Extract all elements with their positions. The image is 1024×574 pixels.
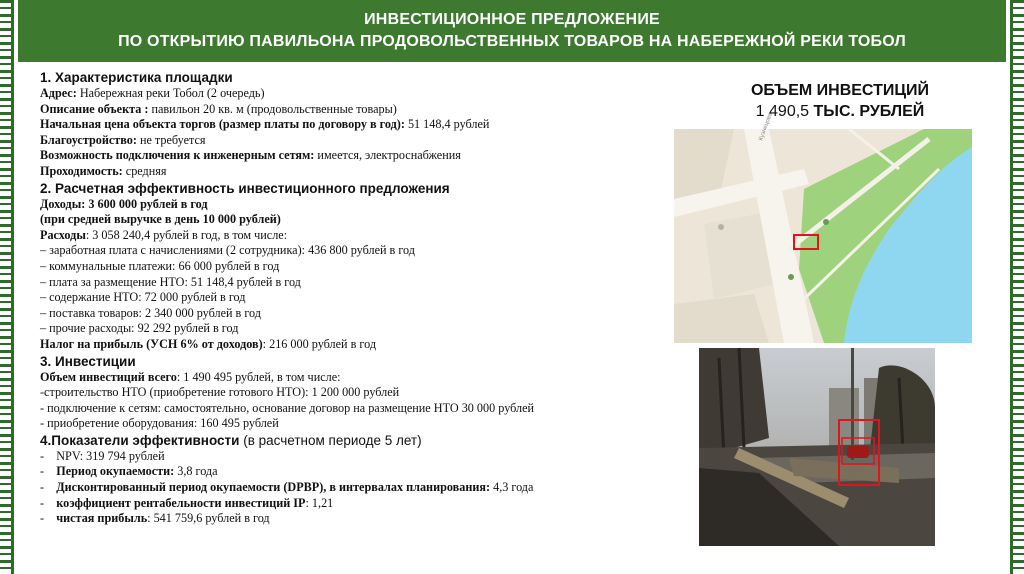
expense-value: : 3 058 240,4 рублей в год, в том числе:: [85, 227, 288, 242]
header-title-line1: ИНВЕСТИЦИОННОЕ ПРЕДЛОЖЕНИЕ: [364, 11, 660, 28]
expense-item: – прочие расходы: 92 292 рублей в год: [40, 321, 239, 336]
dpbp-row: - Дисконтированный период окупаемости (DPBP), в интервалах планирования: 4,3 года: [40, 480, 534, 495]
ornament-border-right: [1010, 0, 1024, 574]
header-title-line2: ПО ОТКРЫТИЮ ПАВИЛЬОНА ПРОДОВОЛЬСТВЕННЫХ ТОВАРОВ НА НАБЕРЕЖНОЙ РЕКИ ТОБОЛ: [118, 33, 906, 50]
pi-label: коэффициент рентабельности инвестиций IP: [56, 495, 306, 510]
profit-value: : 541 759,6 рублей в год: [147, 511, 270, 526]
npv-label: NPV: [56, 448, 80, 463]
ornament-border-left: [0, 0, 14, 574]
section2-title: 2. Расчетная эффективность инвестиционного предложения: [40, 180, 450, 196]
tax-value: : 216 000 рублей в год: [262, 336, 377, 351]
expense-item: – заработная плата с начислениями (2 сотрудника): 436 800 рублей в год: [40, 243, 416, 258]
description-value: павильон 20 кв. м (продовольственные товары): [148, 101, 397, 116]
connection-value: имеется, электроснабжения: [314, 148, 461, 163]
profit-row: - чистая прибыль: 541 759,6 рублей в год: [40, 511, 270, 526]
pi-value: : 1,21: [305, 495, 334, 510]
price-row: [40, 117, 670, 133]
payback-row: - Период окупаемости: 3,8 года: [40, 464, 218, 479]
investment-summary: [700, 80, 980, 122]
investment-item: - подключение к сетям: самостоятельно, основание договор на размещение НТО 30 000 рублей: [40, 400, 535, 415]
address-label: Адрес:: [40, 86, 77, 100]
traffic-label: Проходимость:: [40, 163, 123, 178]
payback-label: Период окупаемости:: [56, 464, 175, 479]
traffic-value: средняя: [122, 163, 167, 178]
description-label: Описание объекта :: [40, 101, 149, 116]
site-photo: [699, 348, 935, 546]
map-graphic: [674, 112, 972, 343]
improvement-label: Благоустройство:: [40, 132, 137, 147]
section4-title: 4.Показатели эффективности (в расчетном периоде 5 лет): [40, 432, 422, 448]
connection-label: Возможность подключения к инженерным сетям:: [40, 148, 315, 163]
map-street-label: Кузнецова: [758, 112, 774, 142]
improvement-row: [40, 133, 670, 149]
page-header: [18, 0, 1006, 62]
section3-title: 3. Инвестиции: [40, 353, 136, 369]
price-label: Начальная цена объекта торгов (размер платы по договору в год):: [40, 117, 405, 132]
connection-row: [40, 148, 670, 164]
investment-item: -строительство НТО (приобретение готового НТО): 1 200 000 рублей: [40, 385, 400, 400]
npv-row: - NPV: 319 794 рублей: [40, 448, 165, 463]
address-row: [40, 86, 670, 102]
investment-amount: 1 490,5: [755, 103, 810, 120]
investment-total-label: Объем инвестиций всего: [40, 369, 177, 384]
expense-label: Расходы: [40, 227, 86, 242]
expense-row: [40, 228, 670, 244]
expense-item: – поставка товаров: 2 340 000 рублей в год: [40, 305, 261, 320]
income-note: (при средней выручке в день 10 000 рублей): [40, 212, 281, 227]
section1-title: 1. Характеристика площадки: [40, 70, 233, 85]
tax-row: [40, 337, 670, 353]
expense-item: – коммунальные платежи: 66 000 рублей в год: [40, 258, 280, 273]
pi-row: - коэффициент рентабельности инвестиций IP: 1,21: [40, 495, 334, 510]
tax-label: Налог на прибыль (УСН 6% от доходов): [40, 336, 263, 351]
income-row: [40, 197, 670, 213]
profit-label: чистая прибыль: [56, 511, 148, 526]
income-value: 3 600 000 рублей в год: [85, 196, 208, 211]
income-label: Доходы:: [40, 196, 86, 211]
npv-value: : 319 794 рублей: [79, 448, 165, 463]
improvement-value: не требуется: [136, 132, 206, 147]
traffic-row: [40, 164, 670, 180]
investment-amount-line: [700, 101, 980, 122]
proposal-details: [40, 69, 670, 527]
investment-title: ОБЪЕМ ИНВЕСТИЦИЙ: [750, 82, 930, 99]
location-map: [674, 112, 972, 343]
price-value: 51 148,4 рублей: [404, 117, 490, 132]
expense-item: – содержание НТО: 72 000 рублей в год: [40, 290, 246, 305]
address-value: Набережная реки Тобол (2 очередь): [76, 86, 265, 100]
description-row: [40, 102, 670, 118]
investment-total-row: [40, 370, 670, 386]
investment-item: - приобретение оборудования: 160 495 рублей: [40, 416, 279, 431]
payback-value: 3,8 года: [174, 464, 218, 479]
dpbp-label: Дисконтированный период окупаемости (DPBP), в интервалах планирования:: [56, 480, 491, 495]
site-photo-graphic: [699, 348, 935, 546]
dpbp-value: 4,3 года: [490, 480, 534, 495]
expense-item: – плата за размещение НТО: 51 148,4 рублей в год: [40, 274, 301, 289]
investment-total-value: : 1 490 495 рублей, в том числе:: [176, 369, 341, 384]
investment-unit: ТЫС. РУБЛЕЙ: [809, 103, 925, 120]
